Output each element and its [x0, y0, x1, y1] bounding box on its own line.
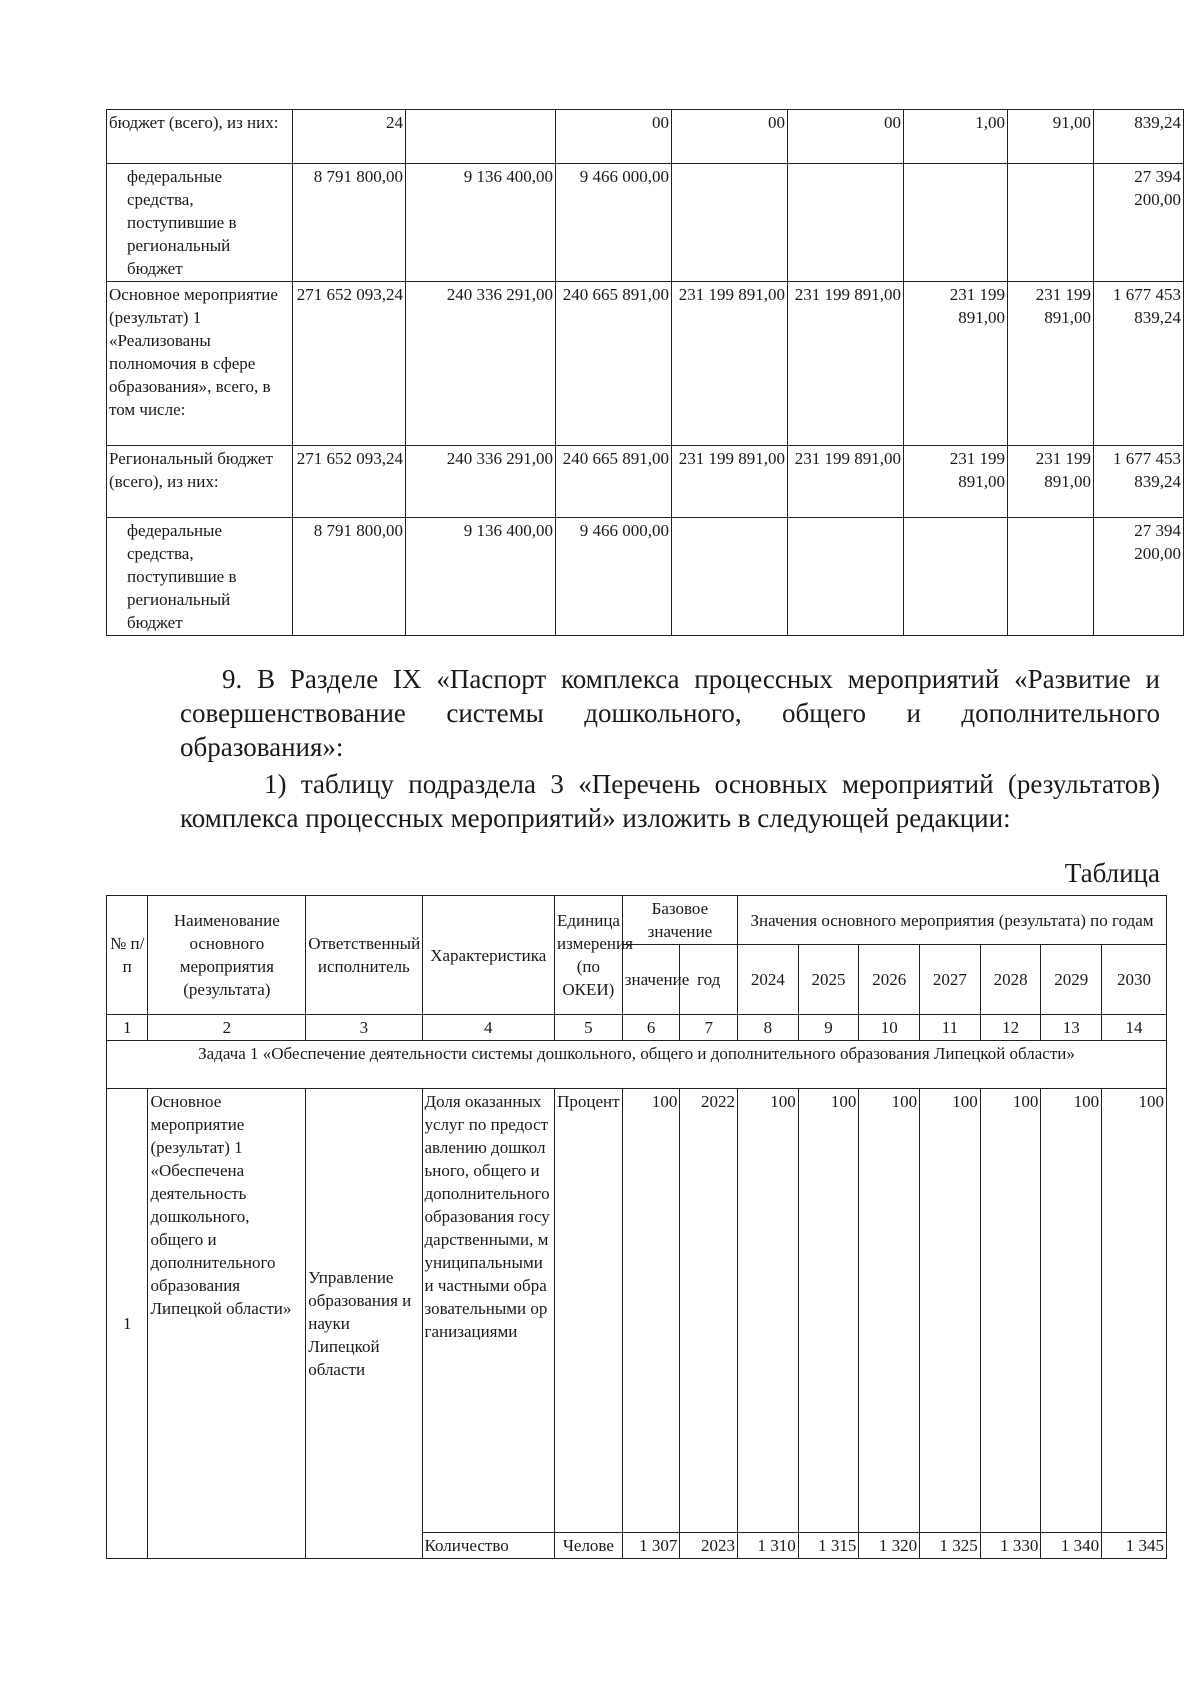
item-value: 1 320: [859, 1533, 920, 1559]
table-cell: 240 336 291,00: [406, 446, 556, 518]
table-cell: 1,00: [904, 110, 1008, 164]
column-number-row: [107, 1015, 1167, 1041]
task-row: [107, 1041, 1167, 1089]
item-responsible: Управление образования и науки Липецкой области: [306, 1089, 422, 1559]
table-cell: 8 791 800,00: [293, 164, 406, 282]
table-cell: 231 199 891,00: [788, 282, 904, 446]
header-characteristic: Характеристика: [422, 896, 554, 1015]
table-cell: 1 677 453 839,24: [1094, 282, 1184, 446]
table-cell: [672, 518, 788, 636]
column-number: 2: [148, 1015, 306, 1041]
header-year: 2025: [798, 945, 859, 1015]
header-base-year: год: [680, 945, 738, 1015]
table-cell: 9 466 000,00: [556, 518, 672, 636]
column-number: 1: [107, 1015, 148, 1041]
table-cell: [672, 164, 788, 282]
table-cell: [904, 164, 1008, 282]
item-value: 1 340: [1041, 1533, 1102, 1559]
column-number: 3: [306, 1015, 422, 1041]
table-cell: 231 199 891,00: [904, 446, 1008, 518]
item-value: 100: [859, 1089, 920, 1533]
table-row: [107, 446, 1184, 518]
header-base: Базовое значение: [622, 896, 737, 945]
item-value: 100: [738, 1089, 799, 1533]
item-characteristic: Доля оказанных услуг по предоставлению дошкольного, общего и дополнительного образования государственными, муниципальными и частными образовательными организациями: [422, 1089, 554, 1533]
table-header-row: [107, 896, 1167, 945]
table-cell: 9 136 400,00: [406, 164, 556, 282]
table-cell: 231 199 891,00: [672, 282, 788, 446]
item-value: 100: [920, 1089, 981, 1533]
paragraph-section-9: [180, 662, 1160, 764]
table-cell: [904, 518, 1008, 636]
column-number: 12: [980, 1015, 1041, 1041]
item-base-year: 2023: [680, 1533, 738, 1559]
table-cell: 271 652 093,24: [293, 446, 406, 518]
table-cell: 240 665 891,00: [556, 446, 672, 518]
table-cell: 231 199 891,00: [904, 282, 1008, 446]
item-value: 100: [798, 1089, 859, 1533]
item-base-value: 100: [622, 1089, 680, 1533]
table-cell: 240 336 291,00: [406, 282, 556, 446]
column-number: 8: [738, 1015, 799, 1041]
row-label: федеральные средства, поступившие в региональный бюджет: [107, 518, 293, 636]
table-cell: [1008, 518, 1094, 636]
header-responsible: Ответственный исполнитель: [306, 896, 422, 1015]
row-label: Основное мероприятие (результат) 1 «Реализованы полномочия в сфере образования», всего, в том числе:: [107, 282, 293, 446]
column-number: 5: [555, 1015, 623, 1041]
paragraph-text: 1) таблицу подраздела 3 «Перечень основных мероприятий (результатов) комплекса процессных мероприятий» изложить в следующей редакции:: [180, 769, 1160, 833]
table-cell: 27 394 200,00: [1094, 518, 1184, 636]
column-number: 13: [1041, 1015, 1102, 1041]
table-cell: 8 791 800,00: [293, 518, 406, 636]
table-row: [107, 282, 1184, 446]
item-value: 100: [1041, 1089, 1102, 1533]
column-number: 7: [680, 1015, 738, 1041]
table-cell: [788, 518, 904, 636]
column-number: 6: [622, 1015, 680, 1041]
table-cell: 231 199 891,00: [672, 446, 788, 518]
task-title: Задача 1 «Обеспечение деятельности системы дошкольного, общего и дополнительного образования Липецкой области»: [107, 1041, 1167, 1089]
item-value: 1 315: [798, 1533, 859, 1559]
table-cell: [788, 164, 904, 282]
item-value: 1 325: [920, 1533, 981, 1559]
column-number: 11: [920, 1015, 981, 1041]
item-unit: Челове: [555, 1533, 623, 1559]
paragraph-item-1: [180, 767, 1160, 835]
header-name: Наименование основного мероприятия (результата): [148, 896, 306, 1015]
item-num: 1: [107, 1089, 148, 1559]
table-cell: 00: [788, 110, 904, 164]
table-cell: 27 394 200,00: [1094, 164, 1184, 282]
header-year: 2027: [920, 945, 981, 1015]
item-value: 1 345: [1102, 1533, 1167, 1559]
header-base-value: значение: [622, 945, 680, 1015]
header-num: № п/п: [107, 896, 148, 1015]
header-year: 2029: [1041, 945, 1102, 1015]
table-cell: 00: [556, 110, 672, 164]
table-cell: 231 199 891,00: [1008, 282, 1094, 446]
item-characteristic: Количество: [422, 1533, 554, 1559]
table-row: [107, 110, 1184, 164]
header-unit: Единица измерения (по ОКЕИ): [555, 896, 623, 1015]
table-cell: [406, 110, 556, 164]
table-cell: 240 665 891,00: [556, 282, 672, 446]
table-cell: 839,24: [1094, 110, 1184, 164]
row-label: федеральные средства, поступившие в региональный бюджет: [107, 164, 293, 282]
column-number: 10: [859, 1015, 920, 1041]
table-cell: 24: [293, 110, 406, 164]
table-cell: 9 466 000,00: [556, 164, 672, 282]
item-value: 100: [1102, 1089, 1167, 1533]
table-row: [107, 518, 1184, 636]
header-year: 2028: [980, 945, 1041, 1015]
table-cell: 00: [672, 110, 788, 164]
item-value: 1 310: [738, 1533, 799, 1559]
table-row: [107, 1089, 1167, 1533]
header-year: 2030: [1102, 945, 1167, 1015]
item-name: Основное мероприятие (результат) 1 «Обеспечена деятельность дошкольного, общего и дополнительного образования Липецкой области»: [148, 1089, 306, 1559]
table-cell: 1 677 453 839,24: [1094, 446, 1184, 518]
column-number: 14: [1102, 1015, 1167, 1041]
row-label: бюджет (всего), из них:: [107, 110, 293, 164]
table-cell: [1008, 164, 1094, 282]
table-cell: 231 199 891,00: [1008, 446, 1094, 518]
financing-table: [106, 109, 1184, 636]
item-value: 1 330: [980, 1533, 1041, 1559]
activities-table: [106, 895, 1167, 1559]
paragraph-text: 9. В Разделе IX «Паспорт комплекса процессных мероприятий «Развитие и совершенствование системы дошкольного, общего и дополнительного образования»:: [180, 664, 1160, 762]
column-number: 4: [422, 1015, 554, 1041]
column-number: 9: [798, 1015, 859, 1041]
table-cell: 9 136 400,00: [406, 518, 556, 636]
header-values: Значения основного мероприятия (результата) по годам: [738, 896, 1167, 945]
table-label: Таблица: [1064, 858, 1160, 888]
item-unit: Процент: [555, 1089, 623, 1533]
item-value: 100: [980, 1089, 1041, 1533]
table-cell: 231 199 891,00: [788, 446, 904, 518]
item-base-value: 1 307: [622, 1533, 680, 1559]
table-cell: 91,00: [1008, 110, 1094, 164]
table-row: [107, 164, 1184, 282]
header-year: 2024: [738, 945, 799, 1015]
header-year: 2026: [859, 945, 920, 1015]
row-label: Региональный бюджет (всего), из них:: [107, 446, 293, 518]
item-base-year: 2022: [680, 1089, 738, 1533]
table-cell: 271 652 093,24: [293, 282, 406, 446]
